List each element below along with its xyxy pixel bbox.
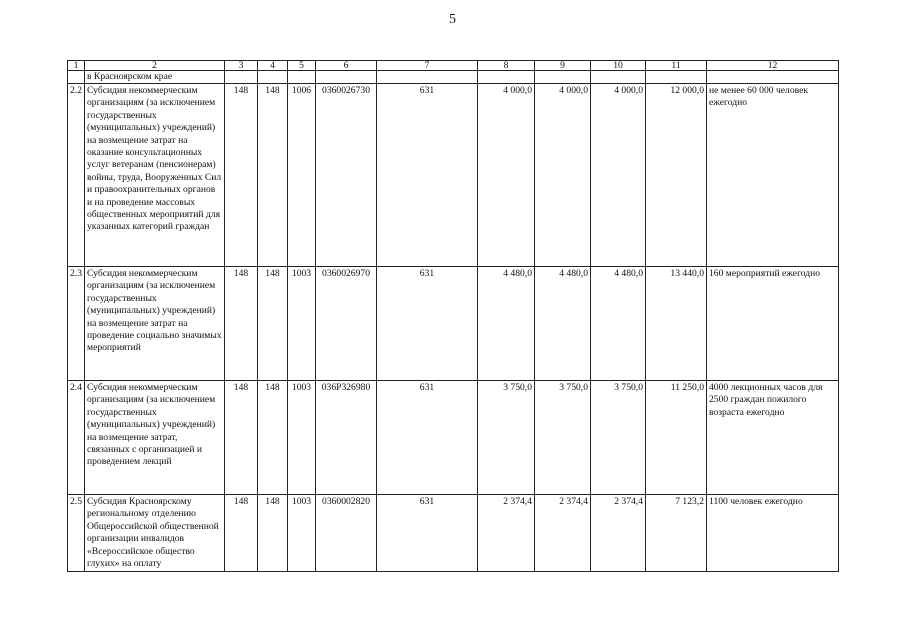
cell-amount: 2 374,4 <box>535 495 591 572</box>
column-number: 12 <box>707 61 839 71</box>
cell-amount: 4 480,0 <box>478 267 535 381</box>
cell-gr: 148 <box>225 267 258 381</box>
row-number: 2.4 <box>68 381 85 495</box>
cell-gr: 148 <box>225 84 258 267</box>
cell-gr: 148 <box>225 495 258 572</box>
cell-section: 1003 <box>288 267 316 381</box>
cell-amount: 4 000,0 <box>535 84 591 267</box>
table-row <box>68 495 839 572</box>
cell-expense-type: 631 <box>377 381 478 495</box>
cell-total: 13 440,0 <box>646 267 707 381</box>
cell-amount: 2 374,4 <box>591 495 646 572</box>
column-number: 8 <box>478 61 535 71</box>
cell-section: 1003 <box>288 495 316 572</box>
measure-name: Субсидия некоммерческим организациям (за исключением государственных (муниципальных) учреждений) на возмещение затрат, связанных с организацией и проведением лекций <box>85 381 225 495</box>
column-number: 11 <box>646 61 707 71</box>
cell-amount: 3 750,0 <box>591 381 646 495</box>
cell-amount: 2 374,4 <box>478 495 535 572</box>
table-row <box>68 84 839 267</box>
cell-amount: 4 000,0 <box>591 84 646 267</box>
cell-expense-type: 631 <box>377 84 478 267</box>
cell-result: не менее 60 000 человек ежегодно <box>707 84 839 267</box>
cell-target-code: 0360026730 <box>316 84 377 267</box>
cell-amount: 4 000,0 <box>478 84 535 267</box>
cell-total: 7 123,2 <box>646 495 707 572</box>
column-number: 1 <box>68 61 85 71</box>
column-number: 10 <box>591 61 646 71</box>
column-number: 2 <box>85 61 225 71</box>
measure-name: Субсидия Красноярскому региональному отделению Общероссийской общественной организации инвалидов «Всероссийское общество глухих» на оплату <box>85 495 225 572</box>
cell-section: 1003 <box>288 381 316 495</box>
cell-gr: 148 <box>225 381 258 495</box>
row-number: 2.2 <box>68 84 85 267</box>
table-row <box>68 267 839 381</box>
cell-result: 160 мероприятий ежегодно <box>707 267 839 381</box>
cell-gr: 148 <box>258 84 288 267</box>
cell-result: 4000 лекционных часов для 2500 граждан пожилого возраста ежегодно <box>707 381 839 495</box>
column-number: 3 <box>225 61 258 71</box>
column-number: 4 <box>258 61 288 71</box>
cell-expense-type: 631 <box>377 495 478 572</box>
row-number: 2.5 <box>68 495 85 572</box>
cell-amount: 4 480,0 <box>591 267 646 381</box>
continuation-row <box>68 71 839 84</box>
page-number: 5 <box>449 12 456 27</box>
cell-section: 1006 <box>288 84 316 267</box>
cell-result: 1100 человек ежегодно <box>707 495 839 572</box>
column-number: 9 <box>535 61 591 71</box>
column-number-row <box>68 61 839 71</box>
cell-gr: 148 <box>258 381 288 495</box>
cell-gr: 148 <box>258 267 288 381</box>
column-number: 6 <box>316 61 377 71</box>
cell-amount: 3 750,0 <box>478 381 535 495</box>
cell-amount: 4 480,0 <box>535 267 591 381</box>
measure-name: Субсидия некоммерческим организациям (за исключением государственных (муниципальных) учреждений) на возмещение затрат на оказание консультационных услуг ветеранам (пенсионерам) войны, труда, Вооруженных Сил и правоохранительных органов и на проведение массовых общественных мероприятий для указанных категорий граждан <box>85 84 225 267</box>
column-number: 7 <box>377 61 478 71</box>
budget-table <box>67 60 839 572</box>
cell-target-code: 036Р326980 <box>316 381 377 495</box>
cell-target-code: 0360026970 <box>316 267 377 381</box>
cell-amount: 3 750,0 <box>535 381 591 495</box>
cell-gr: 148 <box>258 495 288 572</box>
cell-target-code: 0360002820 <box>316 495 377 572</box>
cell-total: 12 000,0 <box>646 84 707 267</box>
table-row <box>68 381 839 495</box>
row-number: 2.3 <box>68 267 85 381</box>
cell-expense-type: 631 <box>377 267 478 381</box>
measure-name: Субсидия некоммерческим организациям (за исключением государственных (муниципальных) учреждений) на возмещение затрат на проведение социально значимых мероприятий <box>85 267 225 381</box>
cell-total: 11 250,0 <box>646 381 707 495</box>
continuation-text: в Красноярском крае <box>85 71 225 84</box>
column-number: 5 <box>288 61 316 71</box>
